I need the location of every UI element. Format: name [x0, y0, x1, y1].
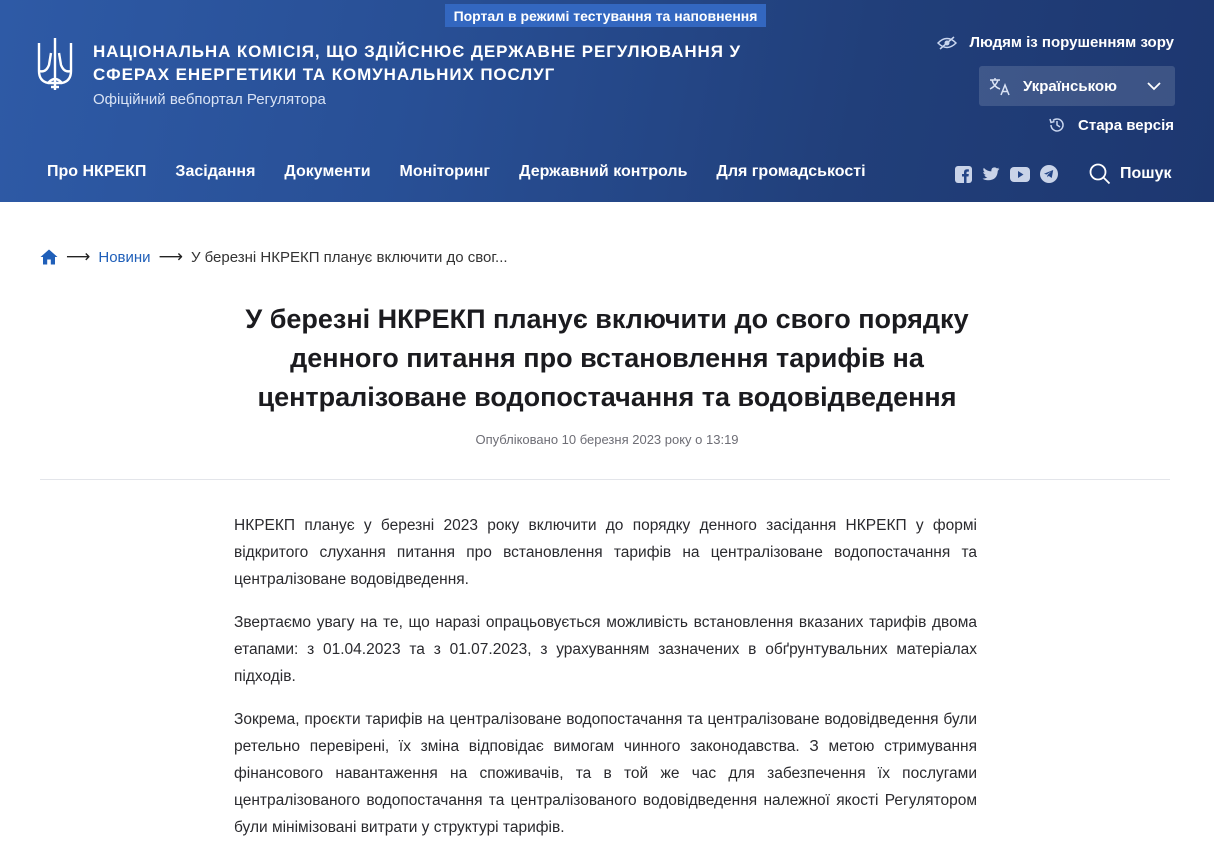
nav-item-about[interactable]: Про НКРЕКП — [47, 163, 147, 180]
old-version-label: Стара версія — [1078, 116, 1174, 134]
search-label: Пошук — [1120, 165, 1172, 182]
youtube-icon[interactable] — [1010, 167, 1030, 182]
content-divider — [40, 479, 1170, 480]
twitter-icon[interactable] — [982, 167, 1000, 182]
article-title: У березні НКРЕКП планує включити до свого порядку денного питання про встановлення тарифів на централізоване водопостачання та водовідведення — [245, 304, 969, 412]
search-button[interactable] — [1089, 163, 1172, 185]
translate-icon — [989, 76, 1013, 96]
language-select[interactable] — [979, 66, 1175, 106]
nav-item-state-control[interactable]: Державний контроль — [519, 163, 688, 180]
breadcrumb-news-link[interactable]: Новини — [98, 248, 151, 266]
article-paragraph: Зокрема, проєкти тарифів на централізоване водопостачання та централізоване водовідведення були ретельно перевірені, їх зміна відповідає вимогам чинного законодавства. З метою стримування фінансового навантаження на споживачів, та в той же час для забезпечення їх послугами централізованого водопостачання та централізованого водовідведення належної якості Регулятором були мінімізовані витрати у структурі тарифів. — [234, 711, 977, 836]
article-paragraph: Звертаємо увагу на те, що наразі опрацьовується можливість встановлення вказаних тарифів двома етапами: з 01.04.2023 та з 01.07.2023, з урахуванням зазначених в обґрунтувальних матеріалах підходів. — [234, 614, 977, 685]
article-body — [234, 512, 977, 857]
accessibility-label: Людям із порушенням зору — [969, 34, 1174, 51]
chevron-down-icon — [1147, 82, 1161, 91]
site-header — [0, 0, 1214, 202]
organization-title[interactable]: НАЦІОНАЛЬНА КОМІСІЯ, ЩО ЗДІЙСНЮЄ ДЕРЖАВНЕ РЕГУЛЮВАННЯ У СФЕРАХ ЕНЕРГЕТИКИ ТА КОМУНАЛЬНИХ ПОСЛУГ — [93, 42, 741, 84]
facebook-icon[interactable] — [955, 166, 972, 183]
main-navigation — [47, 163, 866, 181]
telegram-icon[interactable] — [1040, 165, 1058, 183]
nav-item-documents[interactable]: Документи — [284, 163, 371, 180]
breadcrumb — [40, 247, 508, 267]
testing-banner: Портал в режимі тестування та наповнення — [445, 4, 766, 27]
article-paragraph: НКРЕКП планує у березні 2023 року включити до порядку денного засідання НКРЕКП у формі відкритого слухання питання про встановлення тарифів на централізоване водопостачання та централізоване водовідведення. — [234, 517, 977, 588]
organization-subtitle: Офіційний вебпортал Регулятора — [93, 91, 326, 108]
published-date: Опубліковано 10 березня 2023 року о 13:19 — [475, 432, 739, 447]
breadcrumb-arrow-icon: ⟶ — [158, 247, 183, 266]
nav-item-public[interactable]: Для громадськості — [716, 163, 866, 180]
home-icon[interactable] — [40, 249, 58, 265]
nav-item-meetings[interactable]: Засідання — [175, 163, 256, 180]
search-icon — [1089, 163, 1111, 185]
accessibility-link[interactable] — [937, 34, 1174, 51]
nav-item-monitoring[interactable]: Моніторинг — [399, 163, 491, 180]
trident-emblem-icon[interactable] — [36, 35, 74, 93]
social-links — [955, 165, 1058, 183]
old-version-link[interactable] — [1048, 116, 1174, 134]
breadcrumb-current: У березні НКРЕКП планує включити до свог... — [190, 248, 508, 266]
history-icon — [1048, 116, 1066, 134]
breadcrumb-arrow-icon: ⟶ — [66, 247, 91, 266]
eye-icon — [937, 36, 957, 50]
language-selected-label: Українською — [1023, 77, 1117, 95]
